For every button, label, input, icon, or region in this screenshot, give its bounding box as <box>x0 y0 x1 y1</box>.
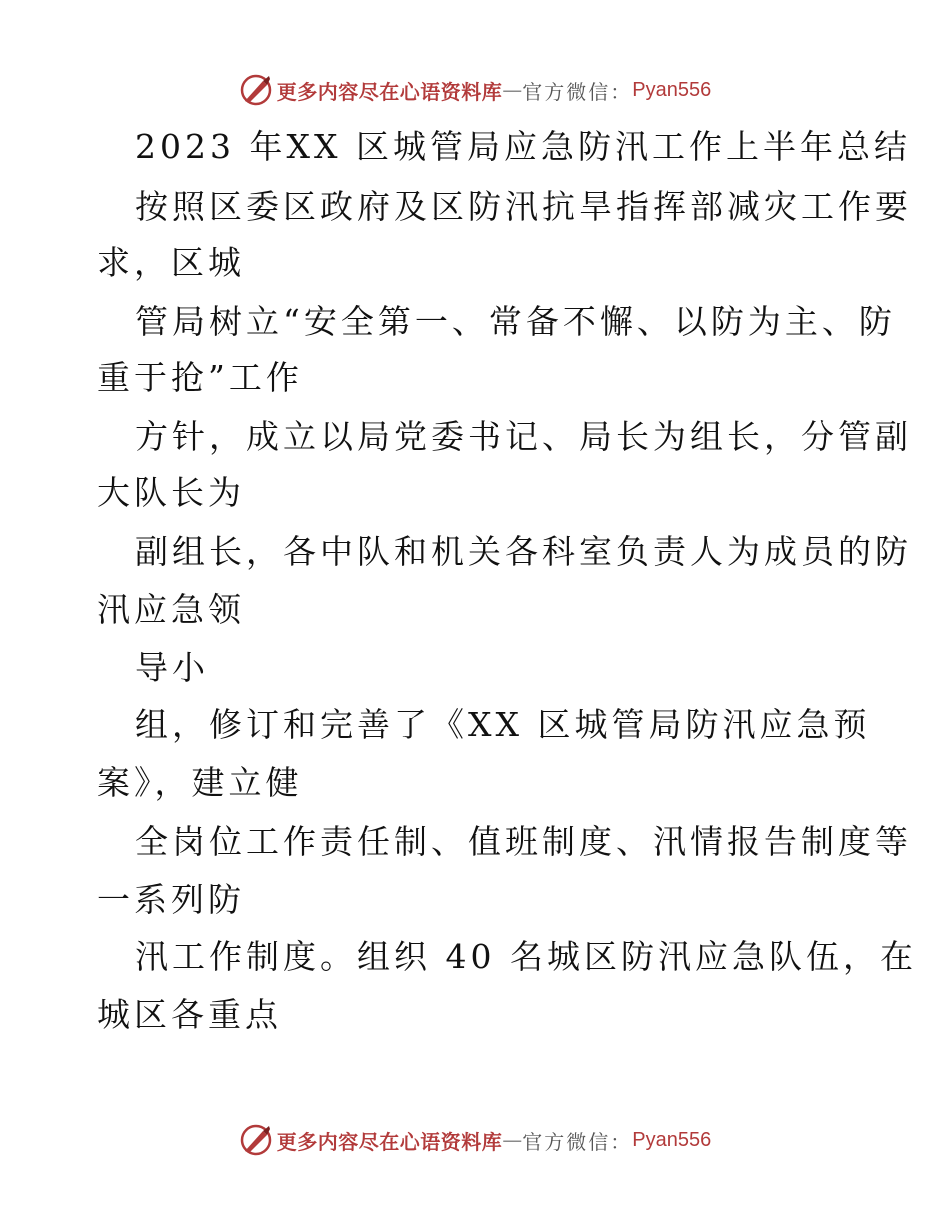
paragraph-line: 一系列防 <box>97 880 245 919</box>
paragraph-line: 案》，建立健 <box>97 763 303 802</box>
banner-wechat-label: 官方微信： <box>522 1129 633 1154</box>
paragraph-line: 副组长，各中队和机关各科室负责人为成员的防 <box>135 532 912 571</box>
paragraph-line: 方针，成立以局党委书记、局长为组长，分管副 <box>135 417 912 456</box>
footer-watermark-banner <box>0 1120 950 1160</box>
paragraph-line: 按照区委区政府及区防汛抗旱指挥部减灾工作要 <box>135 187 912 226</box>
banner-separator: — <box>502 78 523 102</box>
paragraph-line: 全岗位工作责任制、值班制度、汛情报告制度等 <box>135 822 912 861</box>
banner-wechat-id: Pyan556 <box>632 1128 712 1151</box>
banner-wechat-label: 官方微信： <box>522 79 633 104</box>
paragraph-line: 汛应急领 <box>97 590 245 629</box>
paragraph-line: 重于抢”工作 <box>97 358 303 397</box>
paragraph-line: 城区各重点 <box>97 995 282 1034</box>
banner-title: 更多内容尽在心语资料库 <box>276 1129 503 1154</box>
paragraph-line: 导小 <box>135 648 209 687</box>
quill-pen-logo-icon <box>239 1123 273 1157</box>
document-title: 2023 年XX 区城管局应急防汛工作上半年总结 <box>135 127 911 166</box>
paragraph-line: 管局树立“安全第一、常备不懈、以防为主、防 <box>135 302 896 341</box>
paragraph-line: 大队长为 <box>97 473 245 512</box>
paragraph-line: 求，区城 <box>97 243 245 282</box>
banner-wechat-id: Pyan556 <box>632 78 712 101</box>
banner-title: 更多内容尽在心语资料库 <box>276 79 503 104</box>
paragraph-line: 组，修订和完善了《XX 区城管局防汛应急预 <box>135 705 871 744</box>
paragraph-line: 汛工作制度。组织 40 名城区防汛应急队伍，在 <box>135 937 917 976</box>
banner-separator: — <box>502 1128 523 1152</box>
